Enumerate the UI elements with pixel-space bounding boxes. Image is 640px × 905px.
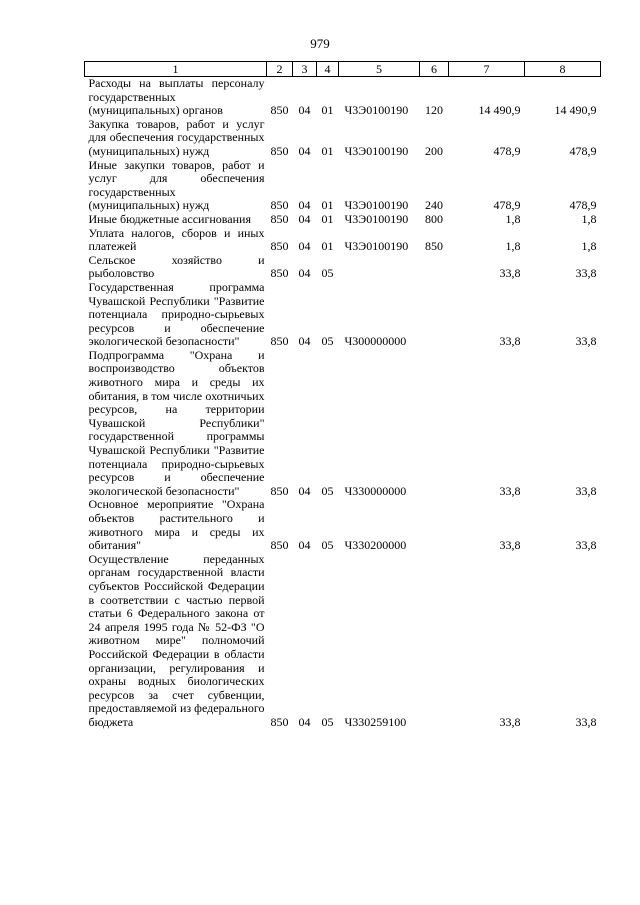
row-vr: 120: [425, 103, 443, 118]
table-row: [85, 213, 601, 227]
row-sum1: 33,8: [499, 483, 521, 498]
row-name: Уплата налогов, сборов и иных платежей: [88, 225, 265, 254]
row-rz: 04: [298, 483, 311, 498]
row-sum2: 33,8: [575, 538, 597, 553]
row-vr: [420, 553, 449, 730]
row-sum1: 1,8: [505, 211, 521, 226]
col-header-3: 3: [293, 62, 317, 77]
row-sum1: 478,9: [493, 143, 521, 158]
row-vr: [420, 498, 449, 552]
row-rz: 04: [298, 334, 311, 349]
row-sum1: 14 490,9: [478, 103, 521, 118]
row-ved: 850: [270, 211, 289, 226]
col-header-6: 6: [420, 62, 449, 77]
row-rz: 04: [298, 143, 311, 158]
row-vr: 800: [425, 211, 443, 226]
col-header-2: 2: [267, 62, 293, 77]
row-sum1: 1,8: [505, 239, 521, 254]
row-csr: Ч3Э0100190: [344, 198, 409, 213]
row-name: Государственная программа Чувашской Республики "Развитие потенциала природно-сырьевых ресурсов и обеспечение экологической безопасности": [88, 279, 265, 349]
row-vr: 200: [425, 143, 443, 158]
table-header-row: [85, 62, 601, 77]
row-rz: 04: [298, 198, 311, 213]
row-rz: 04: [298, 211, 311, 226]
row-sum2: 33,8: [575, 334, 597, 349]
row-csr: Ч300000000: [344, 334, 407, 349]
row-ved: 850: [270, 143, 289, 158]
row-pr: 01: [321, 198, 334, 213]
row-csr: Ч3Э0100190: [344, 239, 409, 254]
row-sum1: 33,8: [499, 266, 521, 281]
row-sum2: 33,8: [575, 483, 597, 498]
row-csr: Ч330259100: [344, 714, 407, 729]
table-row: [85, 159, 601, 213]
col-header-5: 5: [339, 62, 420, 77]
table-row: [85, 118, 601, 159]
row-ved: 850: [270, 714, 289, 729]
page-number: 979: [310, 36, 330, 51]
table-row: [85, 553, 601, 730]
row-rz: 04: [298, 103, 311, 118]
row-csr: [339, 254, 420, 281]
row-name: Иные закупки товаров, работ и услуг для обеспечения государственных (муниципальных) нужд: [88, 157, 265, 213]
row-ved: 850: [270, 334, 289, 349]
row-pr: 05: [321, 483, 334, 498]
row-pr: 05: [321, 266, 334, 281]
row-rz: 04: [298, 239, 311, 254]
row-ved: 850: [270, 266, 289, 281]
row-ved: 850: [270, 538, 289, 553]
col-header-7: 7: [449, 62, 525, 77]
row-name: Подпрограмма "Охрана и воспроизводство объектов животного мира и среды их обитания, в том числе охотничьих ресурсов, на территории Чувашской Республики" государственной программы Чувашской Республики "Развитие потенциала природно-сырьевых ресурсов и обеспечение экологической безопасности": [88, 347, 265, 498]
row-vr: 850: [425, 239, 443, 254]
row-name: Закупка товаров, работ и услуг для обеспечения государственных (муниципальных) нужд: [88, 116, 265, 158]
row-name: Сельское хозяйство и рыболовство: [88, 252, 265, 281]
row-pr: 01: [321, 239, 334, 254]
row-ved: 850: [270, 239, 289, 254]
row-pr: 05: [321, 334, 334, 349]
row-csr: Ч330200000: [344, 538, 407, 553]
col-header-4: 4: [317, 62, 339, 77]
table-row: [85, 281, 601, 349]
row-rz: 04: [298, 714, 311, 729]
table-row: [85, 227, 601, 254]
col-header-1: 1: [85, 62, 267, 77]
table-row: [85, 77, 601, 118]
row-rz: 04: [298, 538, 311, 553]
row-csr: Ч3Э0100190: [344, 211, 409, 226]
row-sum2: 478,9: [569, 198, 597, 213]
row-sum1: 478,9: [493, 198, 521, 213]
row-name: Расходы на выплаты персоналу государственных (муниципальных) органов: [88, 76, 265, 118]
row-sum1: 33,8: [499, 334, 521, 349]
row-pr: 01: [321, 143, 334, 158]
row-vr: [420, 349, 449, 499]
row-sum1: 33,8: [499, 714, 521, 729]
row-ved: 850: [270, 198, 289, 213]
row-pr: 05: [321, 538, 334, 553]
row-pr: 01: [321, 103, 334, 118]
budget-table: [84, 61, 601, 730]
row-vr: [420, 281, 449, 349]
row-csr: Ч3Э0100190: [344, 143, 409, 158]
row-name: Иные бюджетные ассигнования: [88, 211, 251, 226]
row-pr: 01: [321, 211, 334, 226]
row-sum1: 33,8: [499, 538, 521, 553]
row-name: Основное мероприятие "Охрана объектов растительного и животного мира и среды их обитания": [88, 497, 265, 553]
row-sum2: 1,8: [581, 211, 597, 226]
row-sum2: 14 490,9: [554, 103, 597, 118]
row-sum2: 1,8: [581, 239, 597, 254]
table-row: [85, 254, 601, 281]
table-row: [85, 498, 601, 552]
row-rz: 04: [298, 266, 311, 281]
row-ved: 850: [270, 483, 289, 498]
table-row: [85, 349, 601, 499]
row-name: Осуществление переданных органам государственной власти субъектов Российской Федерации в соответствии с частью первой статьи 6 Федерального закона от 24 апреля 1995 года № 52-ФЗ "О животном мире" полномочий Российской Федерации в области организации, регулирования и охраны водных биологических ресурсов за счет субвенции, предоставляемой из федерального бюджета: [88, 551, 265, 729]
row-sum2: 33,8: [575, 266, 597, 281]
row-csr: Ч330000000: [344, 483, 407, 498]
row-sum2: 33,8: [575, 714, 597, 729]
col-header-8: 8: [525, 62, 601, 77]
row-csr: Ч3Э0100190: [344, 103, 409, 118]
row-sum2: 478,9: [569, 143, 597, 158]
row-pr: 05: [321, 714, 334, 729]
row-vr: [420, 254, 449, 281]
row-vr: 240: [425, 198, 443, 213]
row-ved: 850: [270, 103, 289, 118]
